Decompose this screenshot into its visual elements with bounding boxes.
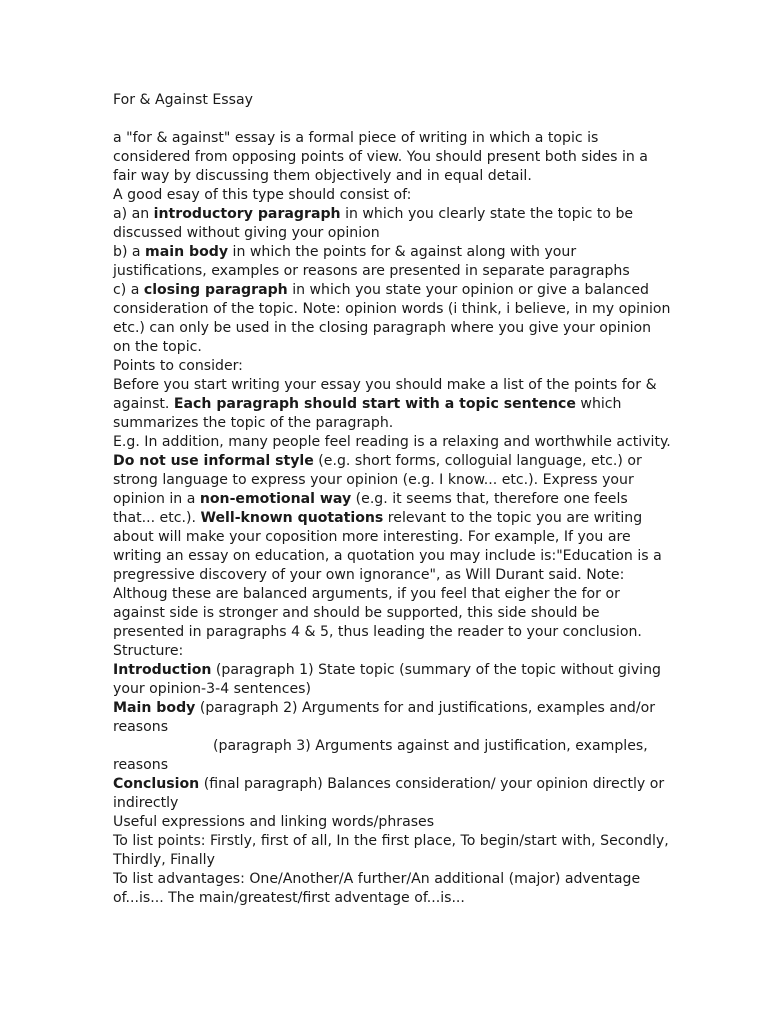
item-b-rest: in which the points for & against along with your justifications, examples or reasons are presented in separate paragraphs [113, 244, 630, 279]
informal-bold: Do not use informal style [113, 453, 314, 469]
item-a-rest: in which you clearly state the topic to be discussed without giving your opinion [113, 206, 634, 241]
nonemotional-rest: (e.g. it seems that, therefore one feels that... etc.). [113, 491, 628, 526]
style-paragraph [113, 452, 673, 642]
good-essay-line: A good esay of this type should consist of: [113, 187, 412, 203]
structure-reasons: reasons [113, 757, 169, 773]
points-heading: Points to consider: [113, 358, 243, 374]
conclusion-bold: Conclusion [113, 776, 200, 792]
item-c [113, 281, 673, 357]
useful-expressions-heading: Useful expressions and linking words/phrases [113, 814, 435, 830]
structure-paragraph-3: (paragraph 3) Arguments against and justification, examples, [213, 738, 648, 754]
quotations-rest: relevant to the topic you are writing about will make your coposition more interesting. For example, If you are writing an essay on education, a quotation you may include is:"Education is a pregressive discovery of your own ignorance", as Will Durant said. Note: Althoug these are balanced arguments, if you feel that eigher the for or against side is stronger and should be supported, this side should be presented in paragraphs 4 & 5, thus leading the reader to your conclusion. [113, 510, 662, 640]
structure-introduction [113, 661, 673, 699]
topic-sentence-bold: Each paragraph should start with a topic sentence [173, 396, 576, 412]
structure-conclusion [113, 775, 673, 813]
list-advantages-line: To list advantages: One/Another/A further/An additional (major) adventage of...is... The main/greatest/first adventage of...is... [113, 871, 641, 906]
document-page [113, 91, 673, 908]
structure-main-body [113, 699, 673, 737]
conclusion-rest: (final paragraph) Balances consideration/ your opinion directly or indirectly [113, 776, 665, 811]
item-a-bold: introductory paragraph [153, 206, 341, 222]
item-b-prefix: b) a [113, 244, 146, 260]
nonemotional-bold: non-emotional way [199, 491, 352, 507]
item-c-bold: closing paragraph [143, 282, 288, 298]
topic-sentence-rest: which summarizes the topic of the paragraph. [113, 396, 622, 431]
example-line: E.g. In addition, many people feel reading is a relaxing and worthwhile activity. [113, 434, 671, 450]
main-body-rest: (paragraph 2) Arguments for and justifications, examples and/or reasons [113, 700, 655, 735]
list-points-line: To list points: Firstly, first of all, In the first place, To begin/start with, Secondly, Thirdly, Finally [113, 833, 669, 868]
before-start-paragraph [113, 376, 673, 433]
item-a [113, 205, 673, 243]
item-c-rest: in which you state your opinion or give a balanced consideration of the topic. Note: opinion words (i think, i believe, in my opinion etc.) can only be used in the closing paragraph where you give your opinion on the topic. [113, 282, 671, 355]
structure-heading: Structure: [113, 643, 184, 659]
item-c-prefix: c) a [113, 282, 144, 298]
item-b [113, 243, 673, 281]
main-body-bold: Main body [113, 700, 196, 716]
introduction-rest: (paragraph 1) State topic (summary of the topic without giving your opinion-3-4 sentences) [113, 662, 661, 697]
intro-paragraph: a "for & against" essay is a formal piece of writing in which a topic is considered from opposing points of view. You should present both sides in a fair way by discussing them objectively and in equal detail. [113, 130, 648, 184]
introduction-bold: Introduction [113, 662, 212, 678]
quotations-bold: Well-known quotations [200, 510, 384, 526]
document-title: For & Against Essay [113, 92, 253, 108]
item-a-prefix: a) an [113, 206, 154, 222]
item-b-bold: main body [145, 244, 229, 260]
informal-rest: (e.g. short forms, colloguial language, etc.) or strong language to express your opinion (e.g. I know... etc.). Express your opinion in a [113, 453, 642, 507]
before-start-text: Before you start writing your essay you should make a list of the points for & against. [113, 377, 657, 412]
